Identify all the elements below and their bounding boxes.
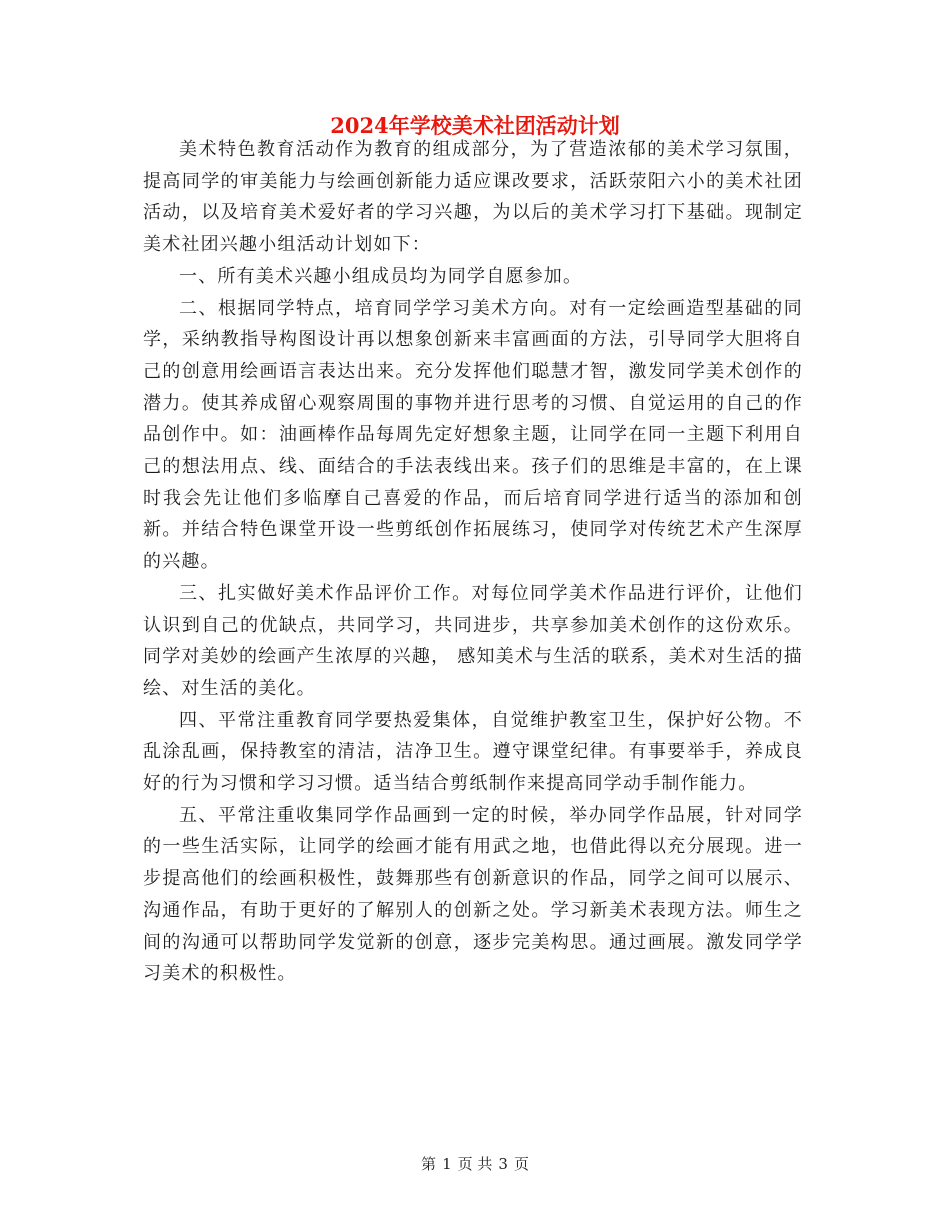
page-label-suffix: 页 [513,1155,529,1173]
page-label-mid: 页 共 [457,1155,493,1173]
page-footer [0,1154,950,1174]
section-3-paragraph: 三、扎实做好美术作品评价工作。对每位同学美术作品进行评价，让他们认识到自己的优缺点，共同学习，共同进步，共享参加美术创作的这份欢乐。同学对美妙的绘画产生浓厚的兴趣， 感知美术与生活的联系，美术对生活的描绘、对生活的美化。 [143,582,803,699]
section-2-paragraph: 二、根据同学特点，培育同学学习美术方向。对有一定绘画造型基础的同学，采纳教指导构图设计再以想象创新来丰富画面的方法，引导同学大胆将自己的创意用绘画语言表达出来。充分发挥他们聪慧才智，激发同学美术创作的潜力。使其养成留心观察周围的事物并进行思考的习惯、自觉运用的自己的作品创作中。如：油画棒作品每周先定好想象主题，让同学在同一主题下利用自己的想法用点、线、面结合的手法表线出来。孩子们的思维是丰富的，在上课时我会先让他们多临摩自己喜爱的作品，而后培育同学进行适当的添加和创新。并结合特色课堂开设一些剪纸创作拓展练习，使同学对传统艺术产生深厚的兴趣。 [143,297,803,573]
document-body [143,134,803,990]
current-page-number: 1 [442,1155,452,1173]
total-pages-number: 3 [498,1155,508,1173]
section-1-paragraph: 一、所有美术兴趣小组成员均为同学自愿参加。 [179,265,583,287]
page-label-prefix: 第 [421,1155,437,1173]
section-4-paragraph: 四、平常注重教育同学要热爱集体，自觉维护教室卫生，保护好公物。不乱涂乱画，保持教室的清洁，洁净卫生。遵守课堂纪律。有事要举手，养成良好的行为习惯和学习习惯。适当结合剪纸制作来提高同学动手制作能力。 [143,709,803,795]
intro-paragraph: 美术特色教育活动作为教育的组成部分，为了营造浓郁的美术学习氛围，提高同学的审美能力与绘画创新能力适应课改要求，活跃荥阳六小的美术社团活动，以及培育美术爱好者的学习兴趣，为以后的美术学习打下基础。现制定美术社团兴趣小组活动计划如下： [143,139,803,256]
section-5-paragraph: 五、平常注重收集同学作品画到一定的时候，举办同学作品展，针对同学的一些生活实际，让同学的绘画才能有用武之地，也借此得以充分展现。进一步提高他们的绘画积极性，鼓舞那些有创新意识的作品，同学之间可以展示、沟通作品，有助于更好的了解别人的创新之处。学习新美术表现方法。师生之间的沟通可以帮助同学发觉新的创意，逐步完美构思。通过画展。激发同学学习美术的积极性。 [143,804,803,985]
document-title: 2024年学校美术社团活动计划 [330,113,620,138]
